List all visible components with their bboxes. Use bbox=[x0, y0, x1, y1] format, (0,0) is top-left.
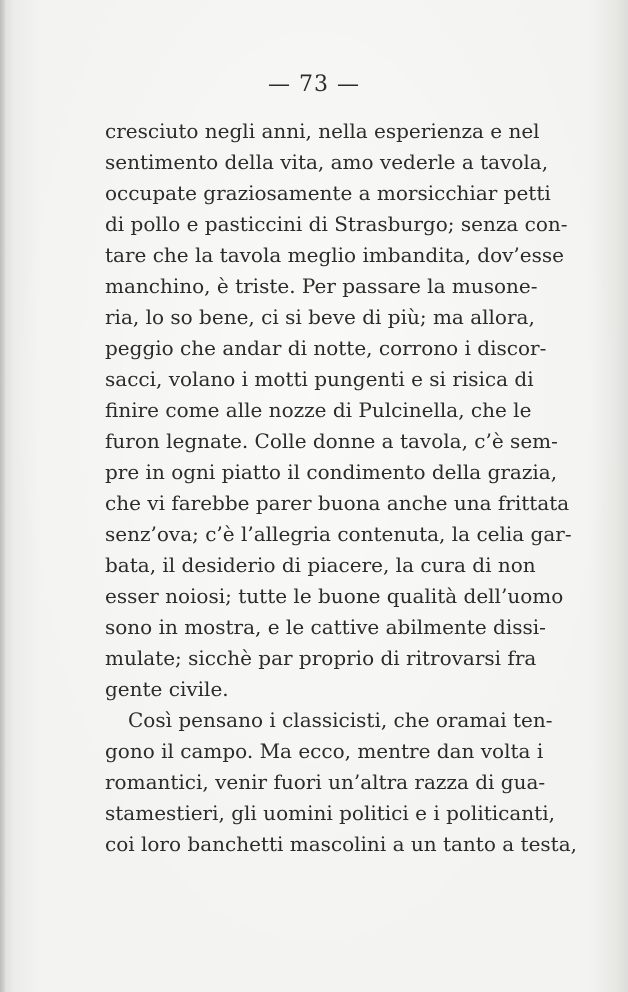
text-line: di pollo e pasticcini di Strasburgo; senza con- bbox=[105, 212, 568, 236]
text-line: che vi farebbe parer buona anche una frittata bbox=[105, 491, 570, 515]
page-edge-shadow bbox=[0, 0, 6, 992]
text-line-paragraph-start: Così pensano i classicisti, che oramai ten- bbox=[128, 708, 553, 732]
text-line: romantici, venir fuori un’altra razza di gua- bbox=[105, 770, 546, 794]
text-line: stamestieri, gli uomini politici e i politicanti, bbox=[105, 801, 555, 825]
text-line: coi loro banchetti mascolini a un tanto a testa, bbox=[105, 832, 577, 856]
text-line-paragraph-end: gente civile. bbox=[105, 677, 229, 701]
text-line: peggio che andar di notte, corrono i discor- bbox=[105, 336, 547, 360]
text-line: sentimento della vita, amo vederle a tavola, bbox=[105, 150, 549, 174]
text-line: sacci, volano i motti pungenti e si risica di bbox=[105, 367, 534, 391]
text-line: esser noiosi; tutte le buone qualità dell’uomo bbox=[105, 584, 564, 608]
page-number: — 73 — bbox=[268, 72, 360, 97]
text-line: ria, lo so bene, ci si beve di più; ma allora, bbox=[105, 305, 535, 329]
text-line: occupate graziosamente a morsicchiar petti bbox=[105, 181, 551, 205]
text-line: finire come alle nozze di Pulcinella, che le bbox=[105, 398, 532, 422]
text-line: sono in mostra, e le cattive abilmente dissi- bbox=[105, 615, 546, 639]
text-line: tare che la tavola meglio imbandita, dov’esse bbox=[105, 243, 564, 267]
text-line: furon legnate. Colle donne a tavola, c’è sem- bbox=[105, 429, 558, 453]
text-line: bata, il desiderio di piacere, la cura di non bbox=[105, 553, 536, 577]
text-line: pre in ogni piatto il condimento della grazia, bbox=[105, 460, 558, 484]
text-line: manchino, è triste. Per passare la musone- bbox=[105, 274, 538, 298]
text-line: cresciuto negli anni, nella esperienza e nel bbox=[105, 119, 540, 143]
text-line: gono il campo. Ma ecco, mentre dan volta i bbox=[105, 739, 544, 763]
text-line: mulate; sicchè par proprio di ritrovarsi fra bbox=[105, 646, 537, 670]
text-line: senz’ova; c’è l’allegria contenuta, la celia gar- bbox=[105, 522, 572, 546]
